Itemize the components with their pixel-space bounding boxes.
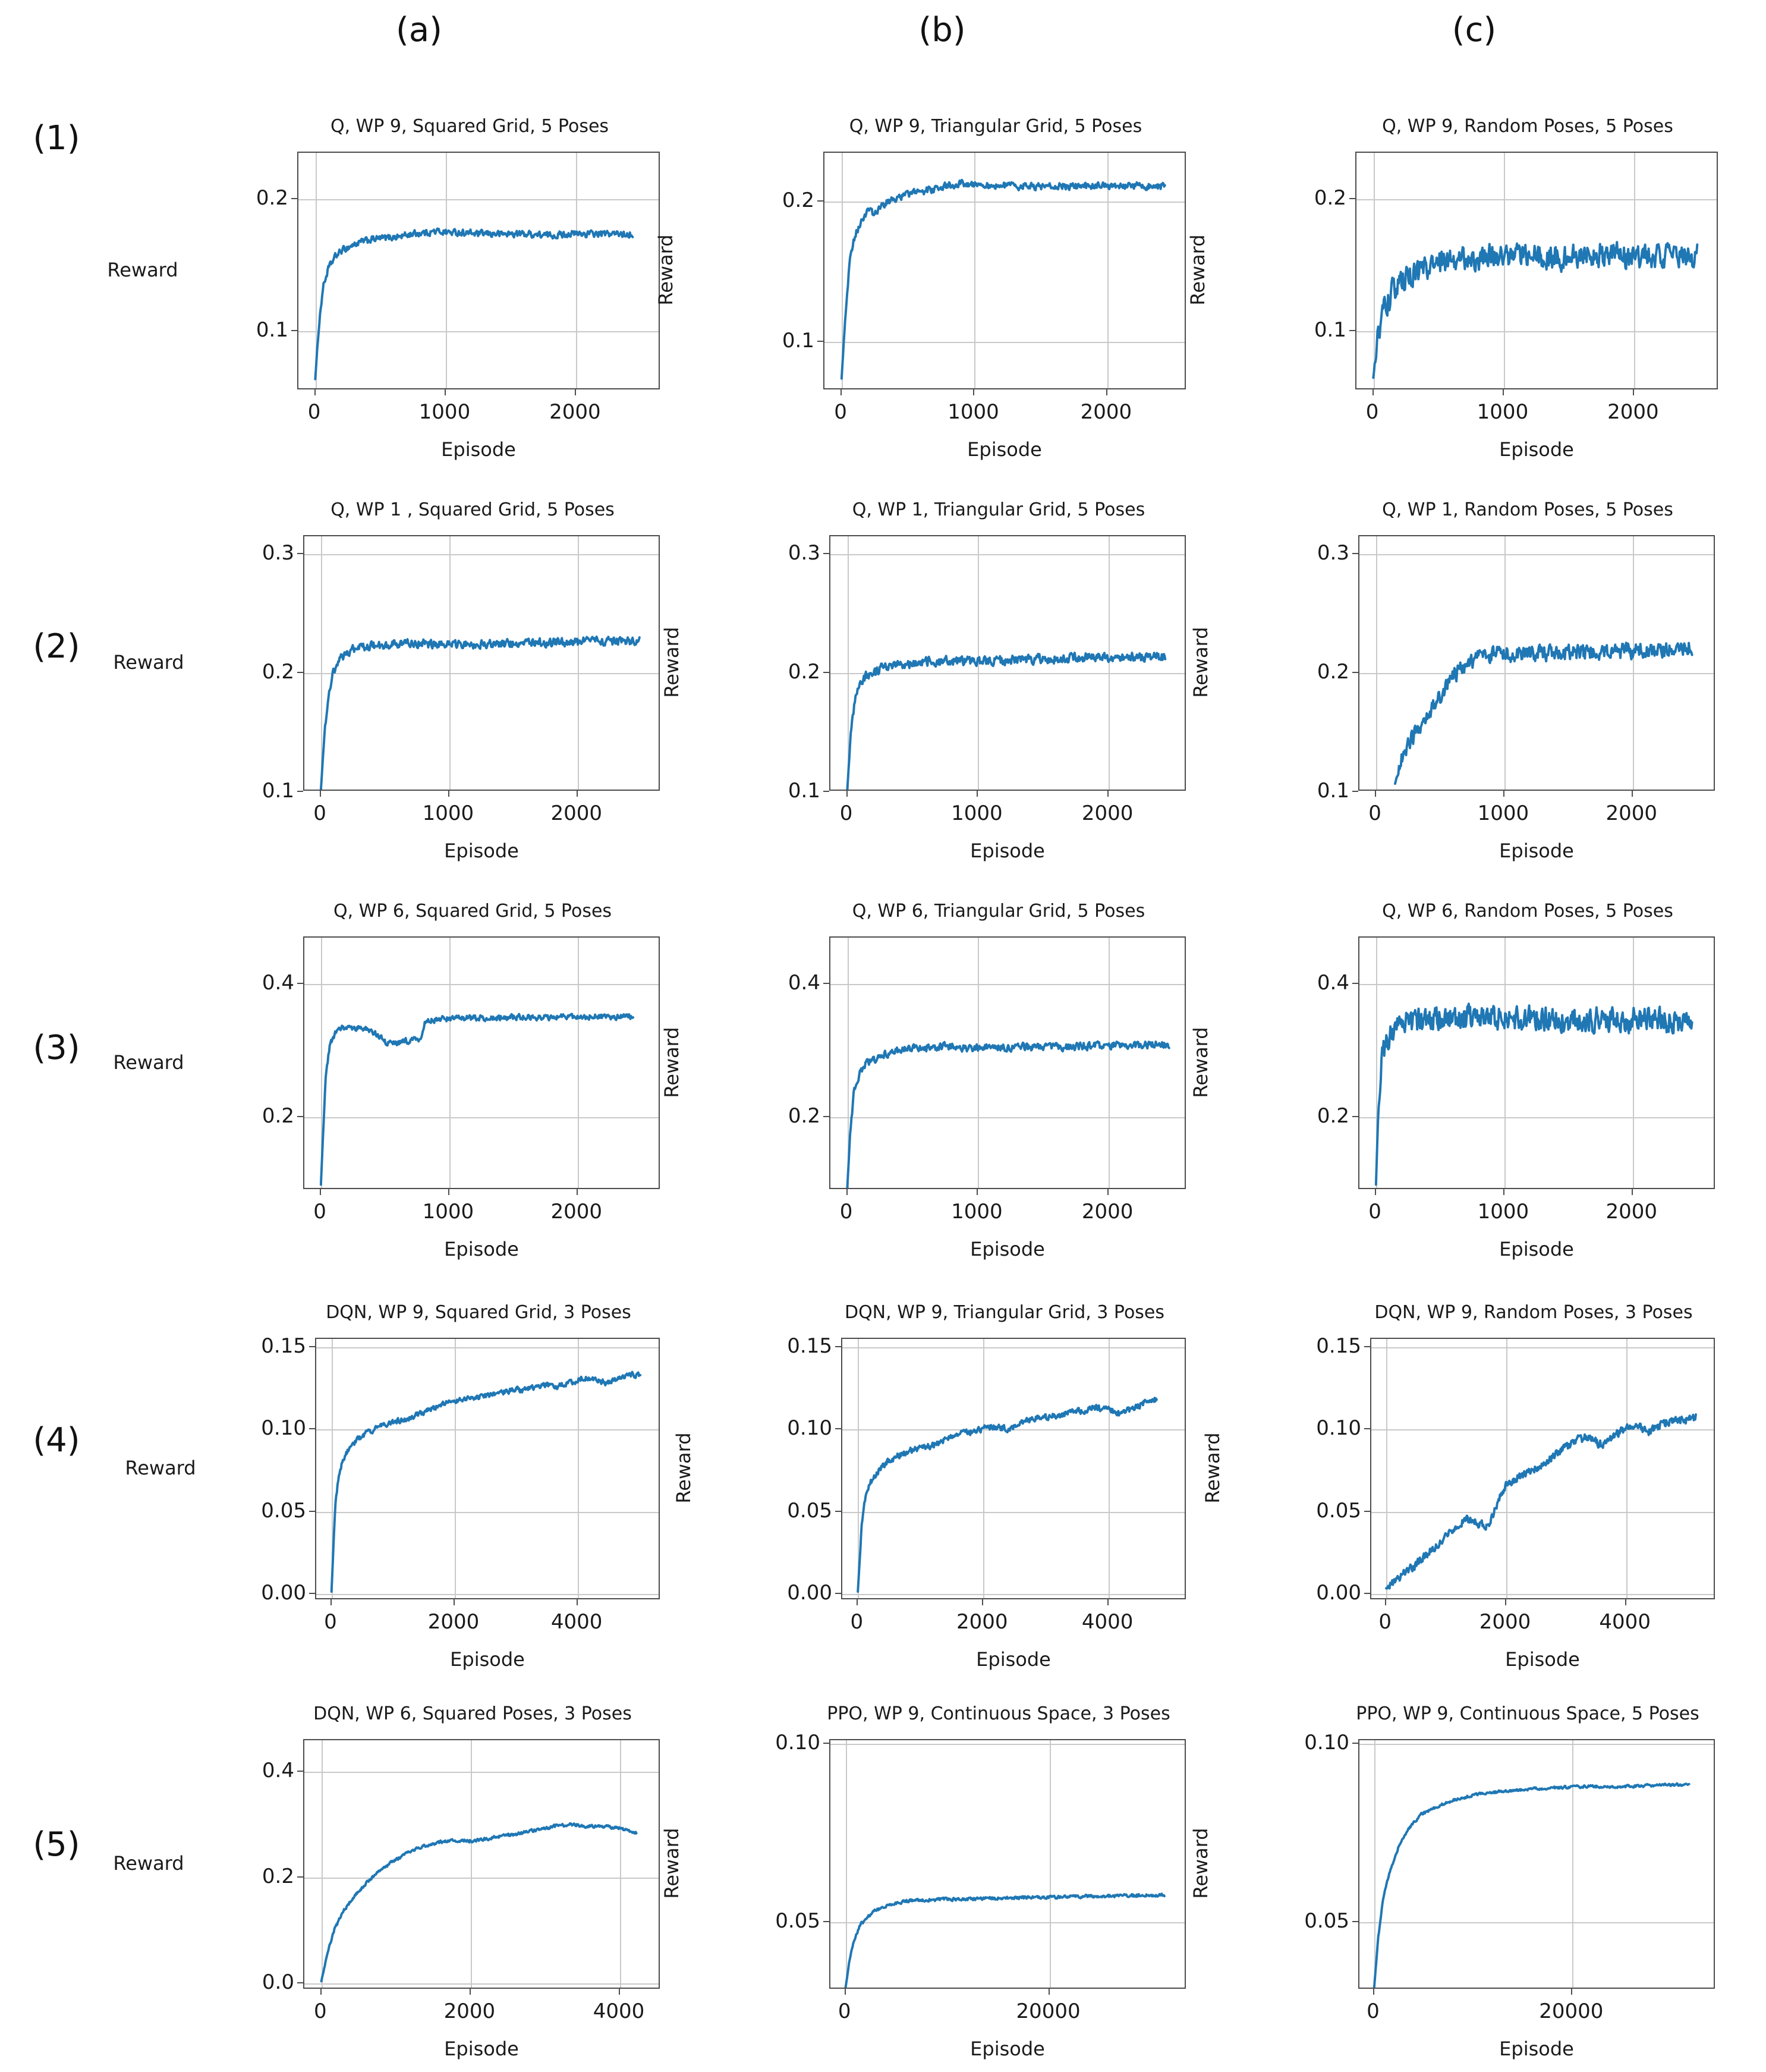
- y-tick-mark: [823, 553, 829, 554]
- chart-panel-r5c1: [107, 1703, 678, 2072]
- y-tick-label: 0.2: [256, 185, 288, 210]
- x-tick-label: 2000: [443, 1999, 496, 2023]
- series-line: [316, 1339, 659, 1598]
- plot-area: [297, 152, 660, 389]
- x-axis-label: Episode: [976, 1648, 1051, 1671]
- y-axis-label: Reward: [107, 259, 178, 281]
- x-tick-label: 1000: [1477, 1200, 1529, 1224]
- y-tick-label: 0.10: [775, 1731, 820, 1755]
- y-tick-label: 0.2: [262, 1103, 294, 1128]
- y-tick-label: 0.3: [262, 541, 294, 565]
- x-tick-label: 2000: [550, 801, 602, 825]
- x-tick-label: 0: [313, 1200, 326, 1224]
- x-axis-label: Episode: [1505, 1648, 1580, 1671]
- y-tick-label: 0.2: [1317, 660, 1349, 684]
- y-tick-mark: [291, 330, 297, 331]
- y-tick-mark: [297, 1876, 303, 1878]
- plot-area: [829, 936, 1186, 1189]
- y-tick-mark: [297, 791, 303, 792]
- x-tick-label: 0: [850, 1610, 864, 1634]
- y-tick-label: 0.2: [788, 1103, 820, 1128]
- plot-area: [1358, 1739, 1715, 1989]
- y-tick-mark: [291, 198, 297, 199]
- y-axis-label: Reward: [125, 1457, 196, 1479]
- column-header-1: (a): [395, 11, 442, 49]
- x-tick-mark: [845, 1989, 846, 1995]
- plot-area: [841, 1338, 1186, 1599]
- plot-area: [303, 535, 660, 791]
- plot-area: [1355, 152, 1718, 389]
- chart-title: Q, WP 1, Triangular Grid, 5 Poses: [852, 499, 1145, 520]
- series-line: [824, 153, 1185, 388]
- x-tick-label: 0: [1368, 801, 1381, 825]
- y-tick-label: 0.05: [1316, 1498, 1361, 1523]
- x-tick-mark: [1106, 389, 1107, 395]
- x-tick-mark: [454, 1599, 455, 1605]
- plot-area: [1358, 535, 1715, 791]
- x-tick-label: 4000: [1081, 1610, 1134, 1634]
- y-tick-label: 0.1: [782, 328, 814, 353]
- x-axis-label: Episode: [1499, 1238, 1574, 1260]
- y-tick-label: 0.05: [261, 1498, 306, 1523]
- x-tick-label: 0: [1365, 400, 1379, 424]
- x-tick-mark: [977, 1189, 978, 1195]
- y-tick-label: 0.2: [262, 660, 294, 684]
- y-tick-mark: [835, 1346, 841, 1347]
- series-line: [830, 1740, 1185, 1988]
- x-tick-label: 2000: [550, 1200, 602, 1224]
- x-tick-mark: [445, 389, 446, 395]
- x-tick-label: 0: [1378, 1610, 1392, 1634]
- y-tick-label: 0.1: [1317, 779, 1349, 803]
- x-tick-label: 0: [313, 801, 326, 825]
- row-label-5: (5): [33, 1825, 80, 1864]
- y-tick-label: 0.10: [787, 1416, 832, 1441]
- y-tick-mark: [309, 1593, 315, 1594]
- x-tick-label: 1000: [418, 400, 471, 424]
- x-tick-mark: [1385, 1599, 1386, 1605]
- y-tick-label: 0.2: [1317, 1103, 1349, 1128]
- x-tick-label: 4000: [550, 1610, 603, 1634]
- x-tick-label: 2000: [956, 1610, 1008, 1634]
- x-tick-mark: [1375, 791, 1376, 797]
- y-tick-label: 0.10: [261, 1416, 306, 1441]
- x-axis-label: Episode: [441, 438, 516, 461]
- x-axis-label: Episode: [1499, 438, 1574, 461]
- x-axis-label: Episode: [970, 2038, 1045, 2060]
- y-tick-mark: [1364, 1428, 1370, 1429]
- chart-title: Q, WP 6, Triangular Grid, 5 Poses: [852, 901, 1145, 922]
- y-axis-label: Reward: [660, 1026, 683, 1098]
- x-tick-mark: [314, 389, 316, 395]
- x-tick-label: 0: [838, 1999, 851, 2023]
- y-tick-label: 0.10: [1304, 1731, 1349, 1755]
- y-tick-label: 0.15: [261, 1334, 306, 1358]
- plot-area: [303, 1739, 660, 1989]
- y-tick-mark: [297, 983, 303, 984]
- chart-panel-r1c2: [627, 116, 1204, 473]
- x-tick-label: 1000: [422, 801, 474, 825]
- x-tick-label: 0: [839, 801, 853, 825]
- chart-panel-r2c3: [1162, 499, 1733, 874]
- y-axis-label: Reward: [672, 1432, 695, 1504]
- x-tick-mark: [977, 791, 978, 797]
- y-tick-label: 0.1: [1314, 318, 1346, 342]
- series-line: [830, 938, 1185, 1188]
- x-tick-mark: [320, 1189, 321, 1195]
- y-tick-label: 0.10: [1316, 1416, 1361, 1441]
- x-tick-mark: [1375, 1189, 1376, 1195]
- x-axis-label: Episode: [444, 840, 519, 862]
- chart-panel-r4c3: [1174, 1302, 1733, 1683]
- x-tick-label: 2000: [1607, 400, 1659, 424]
- y-axis-label: Reward: [113, 1852, 184, 1875]
- chart-title: Q, WP 9, Random Poses, 5 Poses: [1382, 116, 1673, 137]
- y-tick-mark: [1352, 1743, 1358, 1744]
- x-tick-mark: [1107, 1599, 1109, 1605]
- chart-title: DQN, WP 9, Squared Grid, 3 Poses: [326, 1302, 631, 1323]
- y-tick-mark: [1364, 1346, 1370, 1347]
- y-tick-mark: [1352, 672, 1358, 673]
- chart-panel-r3c1: [107, 901, 678, 1272]
- column-header-2: (b): [918, 11, 966, 49]
- series-line: [298, 153, 659, 388]
- y-tick-mark: [1352, 983, 1358, 984]
- x-tick-label: 2000: [427, 1610, 480, 1634]
- y-tick-label: 0.2: [788, 660, 820, 684]
- y-tick-mark: [297, 553, 303, 554]
- y-tick-mark: [835, 1593, 841, 1594]
- y-axis-label: Reward: [1189, 1828, 1212, 1899]
- x-tick-label: 0: [1368, 1200, 1381, 1224]
- x-tick-mark: [1571, 1989, 1572, 1995]
- x-tick-label: 1000: [1477, 400, 1529, 424]
- y-tick-mark: [823, 791, 829, 792]
- series-line: [304, 1740, 659, 1988]
- x-tick-label: 20000: [1016, 1999, 1081, 2023]
- chart-title: Q, WP 9, Triangular Grid, 5 Poses: [849, 116, 1142, 137]
- x-tick-mark: [846, 791, 848, 797]
- x-tick-mark: [577, 1599, 578, 1605]
- row-label-1: (1): [33, 119, 80, 158]
- chart-panel-r2c1: [107, 499, 678, 874]
- plot-area: [1370, 1338, 1715, 1599]
- y-tick-label: 0.4: [262, 1759, 294, 1783]
- series-line: [1359, 938, 1714, 1188]
- x-tick-mark: [330, 1599, 332, 1605]
- x-tick-label: 2000: [1479, 1610, 1531, 1634]
- x-tick-label: 1000: [947, 400, 999, 424]
- x-axis-label: Episode: [1499, 2038, 1574, 2060]
- x-axis-label: Episode: [967, 438, 1042, 461]
- y-tick-label: 0.2: [782, 188, 814, 213]
- x-tick-label: 2000: [1606, 1200, 1657, 1224]
- x-tick-mark: [982, 1599, 983, 1605]
- y-tick-mark: [1352, 791, 1358, 792]
- y-tick-mark: [1364, 1593, 1370, 1594]
- y-axis-label: Reward: [1189, 1026, 1212, 1098]
- series-line: [304, 536, 659, 790]
- plot-area: [315, 1338, 660, 1599]
- y-axis-label: Reward: [1186, 234, 1209, 306]
- x-tick-label: 1000: [951, 801, 1003, 825]
- x-tick-mark: [1505, 1599, 1506, 1605]
- y-tick-label: 0.2: [262, 1865, 294, 1889]
- y-tick-label: 0.05: [1304, 1909, 1349, 1933]
- row-label-4: (4): [33, 1421, 80, 1460]
- y-tick-mark: [297, 1982, 303, 1983]
- y-tick-label: 0.05: [787, 1498, 832, 1523]
- x-tick-mark: [577, 1189, 578, 1195]
- x-tick-mark: [320, 791, 321, 797]
- x-tick-mark: [857, 1599, 858, 1605]
- x-tick-mark: [1503, 389, 1504, 395]
- chart-panel-r4c2: [645, 1302, 1204, 1683]
- y-axis-label: Reward: [1189, 627, 1212, 698]
- chart-title: Q, WP 6, Squared Grid, 5 Poses: [333, 901, 612, 922]
- y-tick-label: 0.0: [262, 1970, 294, 1995]
- y-tick-label: 0.05: [775, 1909, 820, 1933]
- x-axis-label: Episode: [1499, 840, 1574, 862]
- x-tick-mark: [1372, 389, 1374, 395]
- plot-area: [829, 535, 1186, 791]
- x-axis-label: Episode: [444, 1238, 519, 1260]
- x-tick-label: 2000: [1606, 801, 1657, 825]
- x-axis-label: Episode: [450, 1648, 525, 1671]
- x-tick-mark: [1625, 1599, 1626, 1605]
- chart-panel-r2c2: [633, 499, 1204, 874]
- y-axis-label: Reward: [113, 1051, 184, 1074]
- x-tick-mark: [1503, 791, 1504, 797]
- series-line: [1356, 153, 1717, 388]
- chart-panel-r5c2: [633, 1703, 1204, 2072]
- x-tick-label: 1000: [1477, 801, 1529, 825]
- column-header-3: (c): [1452, 11, 1497, 49]
- x-axis-label: Episode: [444, 2038, 519, 2060]
- plot-area: [1358, 936, 1715, 1189]
- x-tick-mark: [448, 1189, 449, 1195]
- x-tick-mark: [1633, 389, 1634, 395]
- x-tick-mark: [1049, 1989, 1050, 1995]
- x-tick-mark: [1503, 1189, 1504, 1195]
- chart-panel-r4c1: [119, 1302, 678, 1683]
- chart-title: Q, WP 9, Squared Grid, 5 Poses: [330, 116, 609, 137]
- x-tick-mark: [1107, 1189, 1109, 1195]
- y-tick-label: 0.00: [787, 1580, 832, 1605]
- row-label-3: (3): [33, 1029, 80, 1067]
- x-tick-mark: [840, 389, 842, 395]
- y-tick-mark: [817, 341, 823, 342]
- x-tick-label: 0: [307, 400, 321, 424]
- x-tick-label: 0: [1367, 1999, 1380, 2023]
- x-tick-mark: [846, 1189, 848, 1195]
- x-tick-label: 1000: [422, 1200, 474, 1224]
- y-tick-label: 0.4: [1317, 971, 1349, 995]
- x-tick-label: 1000: [951, 1200, 1003, 1224]
- y-tick-label: 0.1: [788, 779, 820, 803]
- y-axis-label: Reward: [1201, 1432, 1224, 1504]
- y-tick-mark: [297, 1116, 303, 1117]
- chart-title: DQN, WP 6, Squared Poses, 3 Poses: [313, 1703, 632, 1724]
- series-line: [1359, 536, 1714, 790]
- x-axis-label: Episode: [970, 840, 1045, 862]
- y-tick-mark: [309, 1346, 315, 1347]
- y-axis-label: Reward: [113, 651, 184, 674]
- x-tick-label: 0: [324, 1610, 337, 1634]
- x-tick-mark: [575, 389, 576, 395]
- x-tick-label: 2000: [1081, 801, 1134, 825]
- x-tick-mark: [320, 1989, 322, 1995]
- y-tick-mark: [1352, 1921, 1358, 1922]
- x-tick-mark: [1632, 791, 1633, 797]
- chart-title: Q, WP 1 , Squared Grid, 5 Poses: [330, 499, 615, 520]
- x-tick-label: 0: [834, 400, 847, 424]
- y-tick-label: 0.4: [262, 971, 294, 995]
- x-tick-mark: [1107, 791, 1109, 797]
- x-tick-mark: [448, 791, 449, 797]
- x-tick-mark: [577, 791, 578, 797]
- y-tick-mark: [1349, 198, 1355, 199]
- x-tick-label: 4000: [1599, 1610, 1651, 1634]
- plot-area: [829, 1739, 1186, 1989]
- y-tick-mark: [1352, 553, 1358, 554]
- y-tick-label: 0.1: [256, 318, 288, 342]
- y-tick-mark: [823, 672, 829, 673]
- y-axis-label: Reward: [660, 1828, 683, 1899]
- x-tick-mark: [1632, 1189, 1633, 1195]
- y-tick-mark: [823, 1116, 829, 1117]
- y-tick-label: 0.15: [787, 1334, 832, 1358]
- y-tick-label: 0.3: [788, 541, 820, 565]
- chart-panel-r1c1: [101, 116, 678, 473]
- y-tick-mark: [835, 1428, 841, 1429]
- y-tick-mark: [1349, 330, 1355, 331]
- y-axis-label: Reward: [654, 234, 677, 306]
- y-tick-label: 0.2: [1314, 185, 1346, 210]
- x-tick-label: 4000: [593, 1999, 645, 2023]
- x-tick-mark: [973, 389, 974, 395]
- y-tick-label: 0.00: [1316, 1580, 1361, 1605]
- y-tick-label: 0.00: [261, 1580, 306, 1605]
- chart-title: PPO, WP 9, Continuous Space, 3 Poses: [827, 1703, 1170, 1724]
- y-tick-mark: [823, 983, 829, 984]
- plot-area: [303, 936, 660, 1189]
- y-tick-label: 0.4: [788, 971, 820, 995]
- y-tick-mark: [1364, 1511, 1370, 1512]
- y-tick-mark: [823, 1921, 829, 1922]
- x-tick-mark: [619, 1989, 620, 1995]
- y-tick-mark: [297, 672, 303, 673]
- x-tick-label: 2000: [549, 400, 601, 424]
- y-tick-mark: [1352, 1116, 1358, 1117]
- x-tick-label: 0: [314, 1999, 327, 2023]
- chart-title: DQN, WP 9, Random Poses, 3 Poses: [1374, 1302, 1693, 1323]
- chart-title: Q, WP 1, Random Poses, 5 Poses: [1382, 499, 1673, 520]
- chart-panel-r3c2: [633, 901, 1204, 1272]
- series-line: [1371, 1339, 1714, 1598]
- series-line: [1359, 1740, 1714, 1988]
- series-line: [304, 938, 659, 1188]
- series-line: [842, 1339, 1185, 1598]
- chart-title: PPO, WP 9, Continuous Space, 5 Poses: [1356, 1703, 1699, 1724]
- y-tick-mark: [823, 1743, 829, 1744]
- x-tick-label: 20000: [1539, 1999, 1604, 2023]
- y-tick-mark: [835, 1511, 841, 1512]
- chart-panel-r3c3: [1162, 901, 1733, 1272]
- x-tick-label: 0: [839, 1200, 853, 1224]
- y-tick-label: 0.15: [1316, 1334, 1361, 1358]
- x-axis-label: Episode: [970, 1238, 1045, 1260]
- series-line: [830, 536, 1185, 790]
- chart-title: DQN, WP 9, Triangular Grid, 3 Poses: [844, 1302, 1165, 1323]
- y-tick-mark: [309, 1428, 315, 1429]
- x-tick-mark: [470, 1989, 471, 1995]
- y-tick-mark: [817, 200, 823, 202]
- y-tick-label: 0.3: [1317, 541, 1349, 565]
- y-tick-mark: [297, 1771, 303, 1772]
- y-axis-label: Reward: [660, 627, 683, 698]
- y-tick-mark: [309, 1511, 315, 1512]
- plot-area: [823, 152, 1186, 389]
- y-tick-label: 0.1: [262, 779, 294, 803]
- x-tick-label: 2000: [1080, 400, 1132, 424]
- chart-title: Q, WP 6, Random Poses, 5 Poses: [1382, 901, 1673, 922]
- x-tick-label: 2000: [1081, 1200, 1134, 1224]
- chart-panel-r5c3: [1162, 1703, 1733, 2072]
- x-tick-mark: [1373, 1989, 1374, 1995]
- row-label-2: (2): [33, 627, 80, 666]
- chart-panel-r1c3: [1159, 116, 1736, 473]
